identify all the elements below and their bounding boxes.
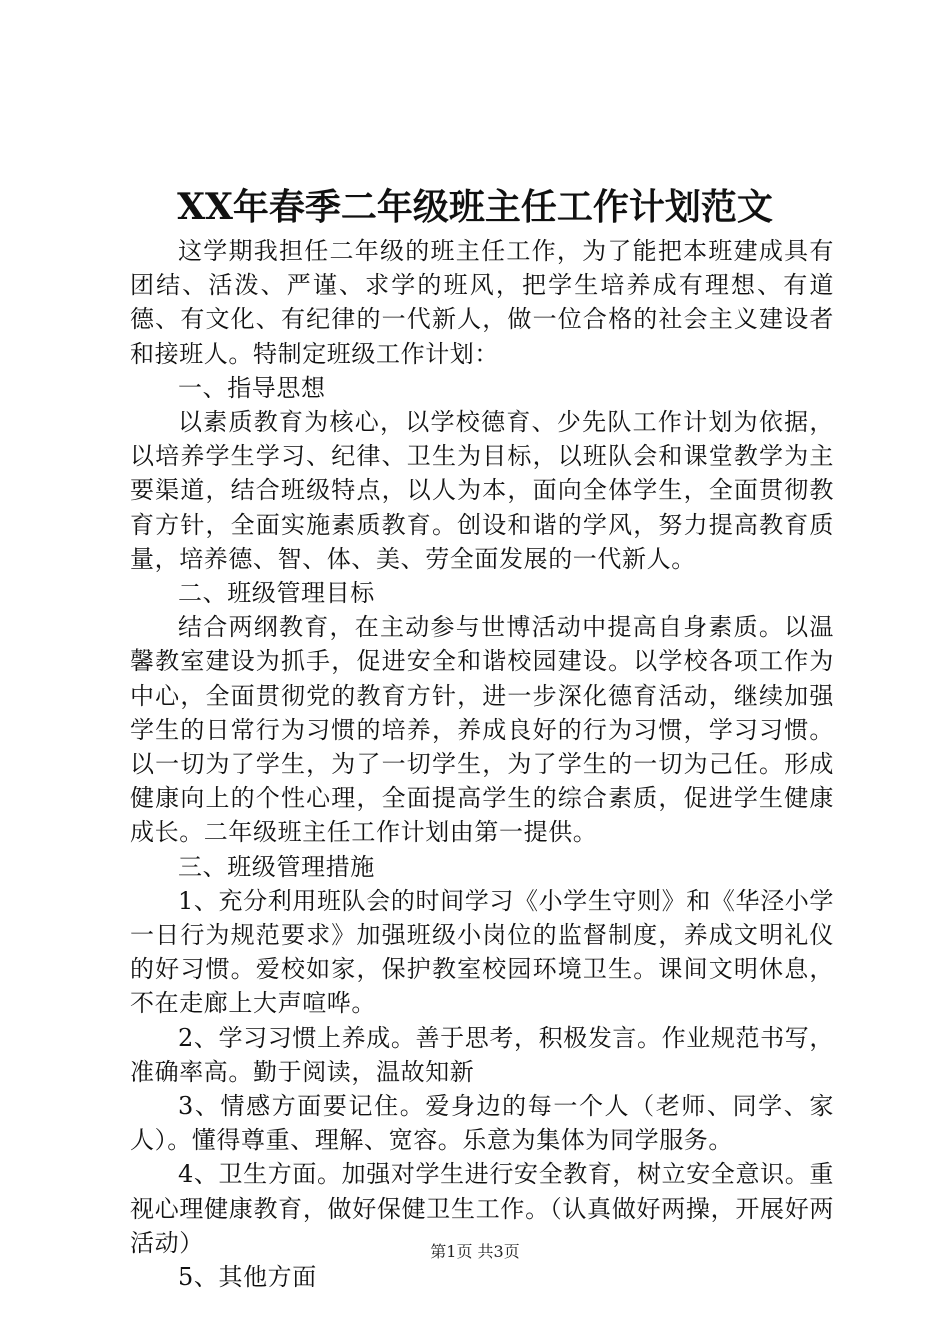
document-body: [130, 234, 834, 1294]
paragraph-guiding-ideology: 以素质教育为核心，以学校德育、少先队工作计划为依据，以培养学生学习、纪律、卫生为目标，以班队会和课堂教学为主要渠道，结合班级特点，以人为本，面向全体学生，全面贯彻教育方针，全面实施素质教育。创设和谐的学风，努力提高教育质量，培养德、智、体、美、劳全面发展的一代新人。: [130, 408, 834, 573]
document-title: XX年春季二年级班主任工作计划范文: [177, 186, 773, 228]
page-footer: 第1页 共3页: [430, 1242, 520, 1261]
section-heading-guiding-ideology: 一、指导思想: [178, 373, 326, 402]
paragraph-measure-1: 1、充分利用班队会的时间学习《小学生守则》和《华泾小学一日行为规范要求》加强班级小岗位的监督制度，养成文明礼仪的好习惯。爱校如家，保护教室校园环境卫生。课间文明休息，不在走廊上大声喧哗。: [130, 886, 834, 1018]
paragraph-measure-5: 5、其他方面: [178, 1263, 317, 1292]
paragraph-measure-3: 3、情感方面要记住。爱身边的每一个人（老师、同学、家人）。懂得尊重、理解、宽容。乐意为集体为同学服务。: [130, 1092, 834, 1155]
section-heading-management-measures: 三、班级管理措施: [178, 852, 375, 881]
section-heading-management-goals: 二、班级管理目标: [178, 579, 375, 608]
paragraph-management-goals: 结合两纲教育，在主动参与世博活动中提高自身素质。以温馨教室建设为抓手，促进安全和谐校园建设。以学校各项工作为中心，全面贯彻党的教育方针，进一步深化德育活动，继续加强学生的日常行为习惯的培养，养成良好的行为习惯，学习习惯。以一切为了学生，为了一切学生，为了学生的一切为己任。形成健康向上的个性心理，全面提高学生的综合素质，促进学生健康成长。二年级班主任工作计划由第一提供。: [130, 613, 834, 847]
paragraph-measure-2: 2、学习习惯上养成。善于思考，积极发言。作业规范书写，准确率高。勤于阅读，温故知新: [130, 1023, 834, 1086]
paragraph-intro: 这学期我担任二年级的班主任工作，为了能把本班建成具有团结、活泼、严谨、求学的班风，把学生培养成有理想、有道德、有文化、有纪律的一代新人，做一位合格的社会主义建设者和接班人。特制定班级工作计划：: [130, 237, 834, 368]
paragraph-measure-4: 4、卫生方面。加强对学生进行安全教育，树立安全意识。重视心理健康教育，做好保健卫生工作。（认真做好两操，开展好两活动）: [130, 1160, 834, 1257]
